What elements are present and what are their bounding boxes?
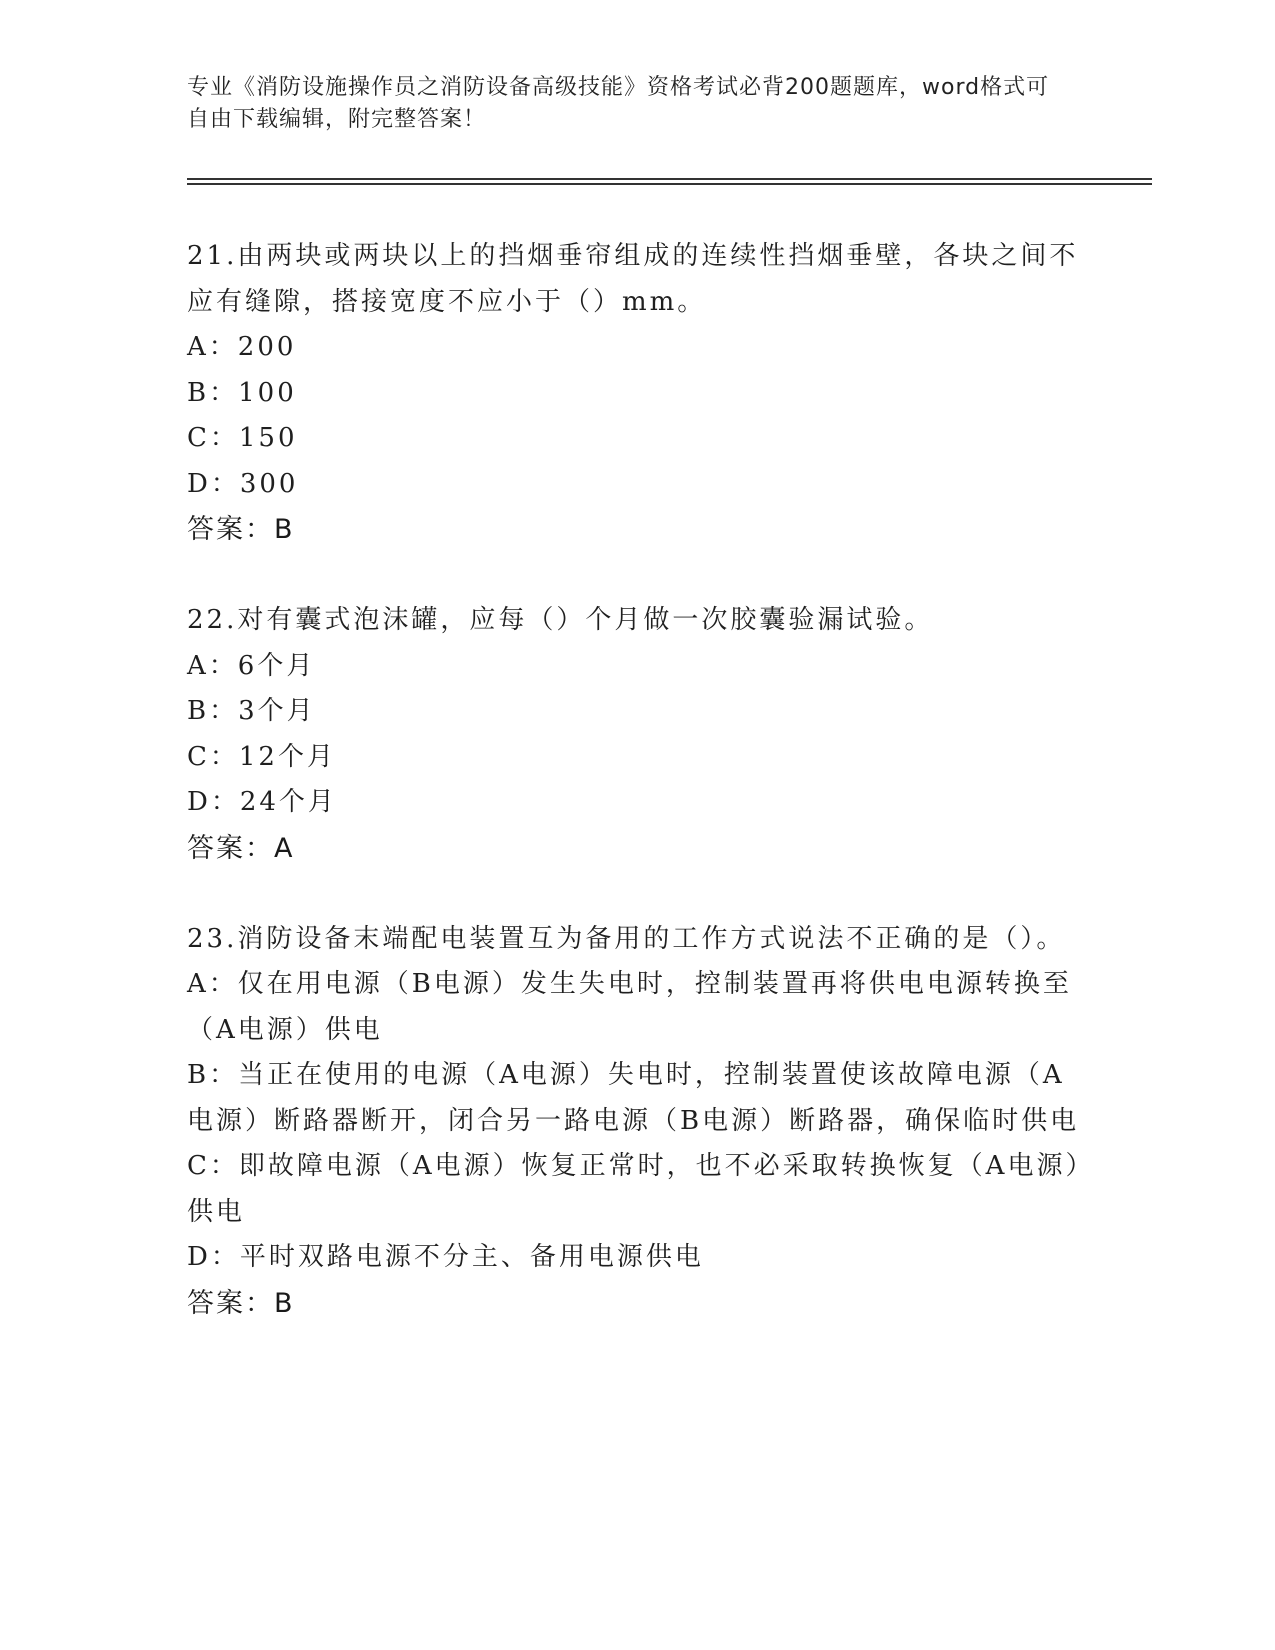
option-c: C：12个月 bbox=[187, 741, 336, 772]
question-22 bbox=[187, 598, 1087, 872]
option-d: D：24个月 bbox=[187, 787, 337, 817]
header-divider-bottom bbox=[187, 183, 1152, 185]
answer-line: 答案：A bbox=[187, 832, 295, 864]
option-a: A：200 bbox=[187, 332, 297, 362]
answer-line: 答案：B bbox=[187, 1287, 295, 1319]
answer-line: 答案：B bbox=[187, 514, 295, 545]
option-b: B：100 bbox=[187, 377, 297, 408]
option-a: A：仅在用电源（B电源）发生失电时，控制装置再将供电电源转换至（A电源）供电 bbox=[187, 969, 1072, 1045]
option-b: B：当正在使用的电源（A电源）失电时，控制装置使该故障电源（A电源）断路器断开，闭合另一路电源（B电源）断路器，确保临时供电 bbox=[187, 1060, 1080, 1136]
header-divider-top bbox=[187, 178, 1152, 180]
option-a: A：6个月 bbox=[187, 650, 316, 681]
option-d: D：300 bbox=[187, 468, 299, 499]
question-21 bbox=[187, 234, 1087, 553]
question-stem: 22.对有囊式泡沫罐，应每（）个月做一次胶囊验漏试验。 bbox=[187, 605, 934, 635]
question-stem: 23.消防设备末端配电装置互为备用的工作方式说法不正确的是（）。 bbox=[187, 923, 1066, 954]
option-d: D：平时双路电源不分主、备用电源供电 bbox=[187, 1242, 704, 1272]
question-list bbox=[187, 234, 1087, 1372]
option-c: C：即故障电源（A电源）恢复正常时，也不必采取转换恢复（A电源）供电 bbox=[187, 1151, 1082, 1227]
question-stem: 21.由两块或两块以上的挡烟垂帘组成的连续性挡烟垂壁，各块之间不应有缝隙，搭接宽度不应小于（）mm。 bbox=[187, 241, 1079, 317]
option-c: C：150 bbox=[187, 423, 298, 453]
document-header: 专业《消防设施操作员之消防设备高级技能》资格考试必背200题题库，word格式可自由下载编辑，附完整答案！ bbox=[187, 75, 1050, 132]
option-b: B：3个月 bbox=[187, 696, 316, 726]
question-23 bbox=[187, 917, 1087, 1327]
